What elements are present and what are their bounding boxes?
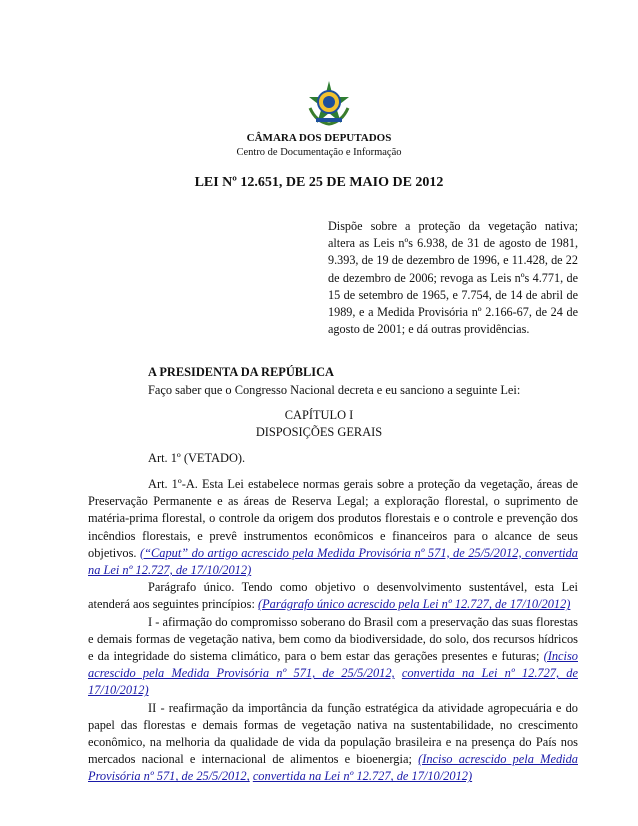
paragrafo-unico [88,579,578,613]
enactment-clause: Faço saber que o Congresso Nacional decreta e eu sanciono a seguinte Lei: [148,383,521,397]
inciso-ii [88,700,578,786]
article-1a-text: Art. 1º-A. Esta Lei estabelece normas gerais sobre a proteção da vegetação, áreas de Preservação Permanente e as áreas de Reserva Legal; a exploração florestal, o suprimento de matéria-prima florestal, o controle da origem dos produtos florestais e o controle e prevenção dos incêndios florestais, e prevê instrumentos econômicos e financeiros para o alcance de seus objetivos. [88,477,578,560]
amendment-note-link[interactable]: (Inciso acrescido pela Medida Provisória nº 571, de 25/5/2012, [88,752,578,784]
institution-name: CÂMARA DOS DEPUTADOS [246,132,392,144]
amendment-note-link[interactable]: (Inciso acrescido pela Medida Provisória nº 571, de 25/5/2012, [88,649,578,681]
article-1a [88,476,578,579]
amendment-note-link[interactable]: convertida na Lei nº 12.727, de 17/10/2012) [88,666,578,698]
law-summary: Dispõe sobre a proteção da vegetação nativa; altera as Leis nºs 6.938, de 31 de agosto de 1981, 9.393, de 19 de dezembro de 1996, e 11.428, de 22 de dezembro de 2006; revoga as Leis nºs 4.771, de 15 de setembro de 1965, e 7.754, de 14 de abril de 1989, e a Medida Provisória nº 2.166-67, de 24 de agosto de 2001; e dá outras providências. [328,219,578,337]
law-body [88,476,578,786]
article-1: Art. 1º (VETADO). [148,451,246,465]
chapter-number: CAPÍTULO I [284,408,354,422]
paragrafo-unico-text: Parágrafo único. Tendo como objetivo o desenvolvimento sustentável, esta Lei atenderá aos seguintes princípios: [88,580,578,612]
president-heading: A PRESIDENTA DA REPÚBLICA [148,365,335,379]
brazil-coat-of-arms-icon [306,80,352,126]
inciso-i-text: I - afirmação do compromisso soberano do Brasil com a preservação das suas florestas e demais formas de vegetação nativa, bem como da biodiversidade, do solo, dos recursos hídricos e da integridade do sistema climático, para o bem estar das gerações presentes e futuras; [88,614,578,664]
law-title: LEI Nº 12.651, DE 25 DE MAIO DE 2012 [194,175,444,190]
chapter-title: DISPOSIÇÕES GERAIS [255,425,383,439]
amendment-note-link[interactable]: (“Caput” do artigo acrescido pela Medida Provisória nº 571, de 25/5/2012, convertida na Lei nº 12.727, de 17/10/2012) [88,545,578,578]
inciso-i [88,614,578,700]
amendment-note-link[interactable]: convertida na Lei nº 12.727, de 17/10/2012) [252,769,473,784]
department-name: Centro de Documentação e Informação [236,147,402,158]
amendment-note-link[interactable]: (Parágrafo único acrescido pela Lei nº 12.727, de 17/10/2012) [257,597,571,612]
inciso-ii-text: II - reafirmação da importância da função estratégica da atividade agropecuária e do papel das florestas e demais formas de vegetação nativa na sustentabilidade, no crescimento econômico, na melhoria da qualidade de vida da população brasileira e na presença do País nos mercados nacional e internacional de alimentos e bioenergia; [88,700,578,767]
